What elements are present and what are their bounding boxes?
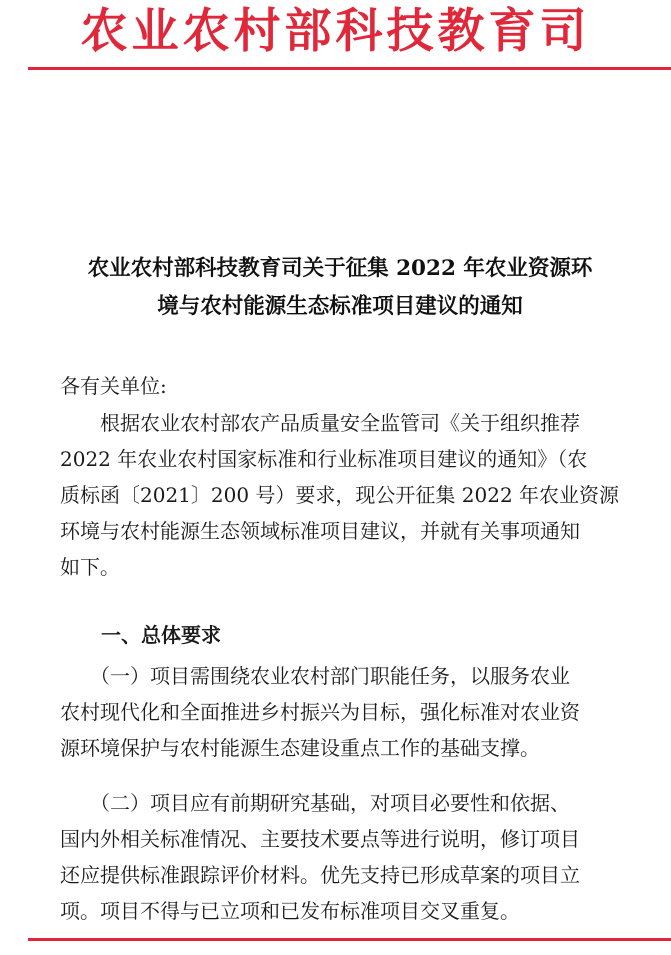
paragraph-line: 还应提供标准跟踪评价材料。优先支持已形成草案的项目立 [60, 863, 580, 887]
paragraph-line: 项。项目不得与已立项和已发布标准项目交叉重复。 [60, 899, 520, 923]
paragraph-intro [60, 405, 620, 585]
section-heading-general-requirements: 一、总体要求 [101, 623, 221, 647]
paragraph-item-2 [60, 785, 620, 929]
paragraph-line: 国内外相关标准情况、主要技术要点等进行说明，修订项目 [60, 827, 580, 851]
paragraph-line: 如下。 [60, 555, 120, 579]
paragraph-item-1 [60, 658, 620, 766]
letterhead-red-rule [28, 67, 671, 70]
salutation: 各有关单位: [60, 374, 167, 398]
title-line-2: 境与农村能源生态标准项目建议的通知 [157, 294, 523, 319]
paragraph-line: （二）项目应有前期研究基础，对项目必要性和依据、 [60, 791, 570, 815]
paragraph-line: 环境与农村能源生态领域标准项目建议，并就有关事项通知 [60, 519, 580, 543]
paragraph-line: 源环境保护与农村能源生态建设重点工作的基础支撑。 [60, 736, 540, 760]
letterhead-org-name: 农业农村部科技教育司 [80, 4, 591, 59]
paragraph-line: 农村现代化和全面推进乡村振兴为目标，强化标准对农业资 [60, 700, 580, 724]
paragraph-line: 根据农业农村部农产品质量安全监管司《关于组织推荐 [60, 411, 580, 435]
document-title [55, 250, 625, 326]
title-line-1: 农业农村部科技教育司关于征集 2022 年农业资源环 [87, 256, 593, 281]
paragraph-line: 2022 年农业农村国家标准和行业标准项目建议的通知》（农 [60, 447, 588, 471]
footer-red-rule [28, 938, 671, 941]
paragraph-line: （一）项目需围绕农业农村部门职能任务，以服务农业 [60, 664, 570, 688]
paragraph-line: 质标函〔2021〕200 号）要求，现公开征集 2022 年农业资源 [60, 483, 620, 507]
